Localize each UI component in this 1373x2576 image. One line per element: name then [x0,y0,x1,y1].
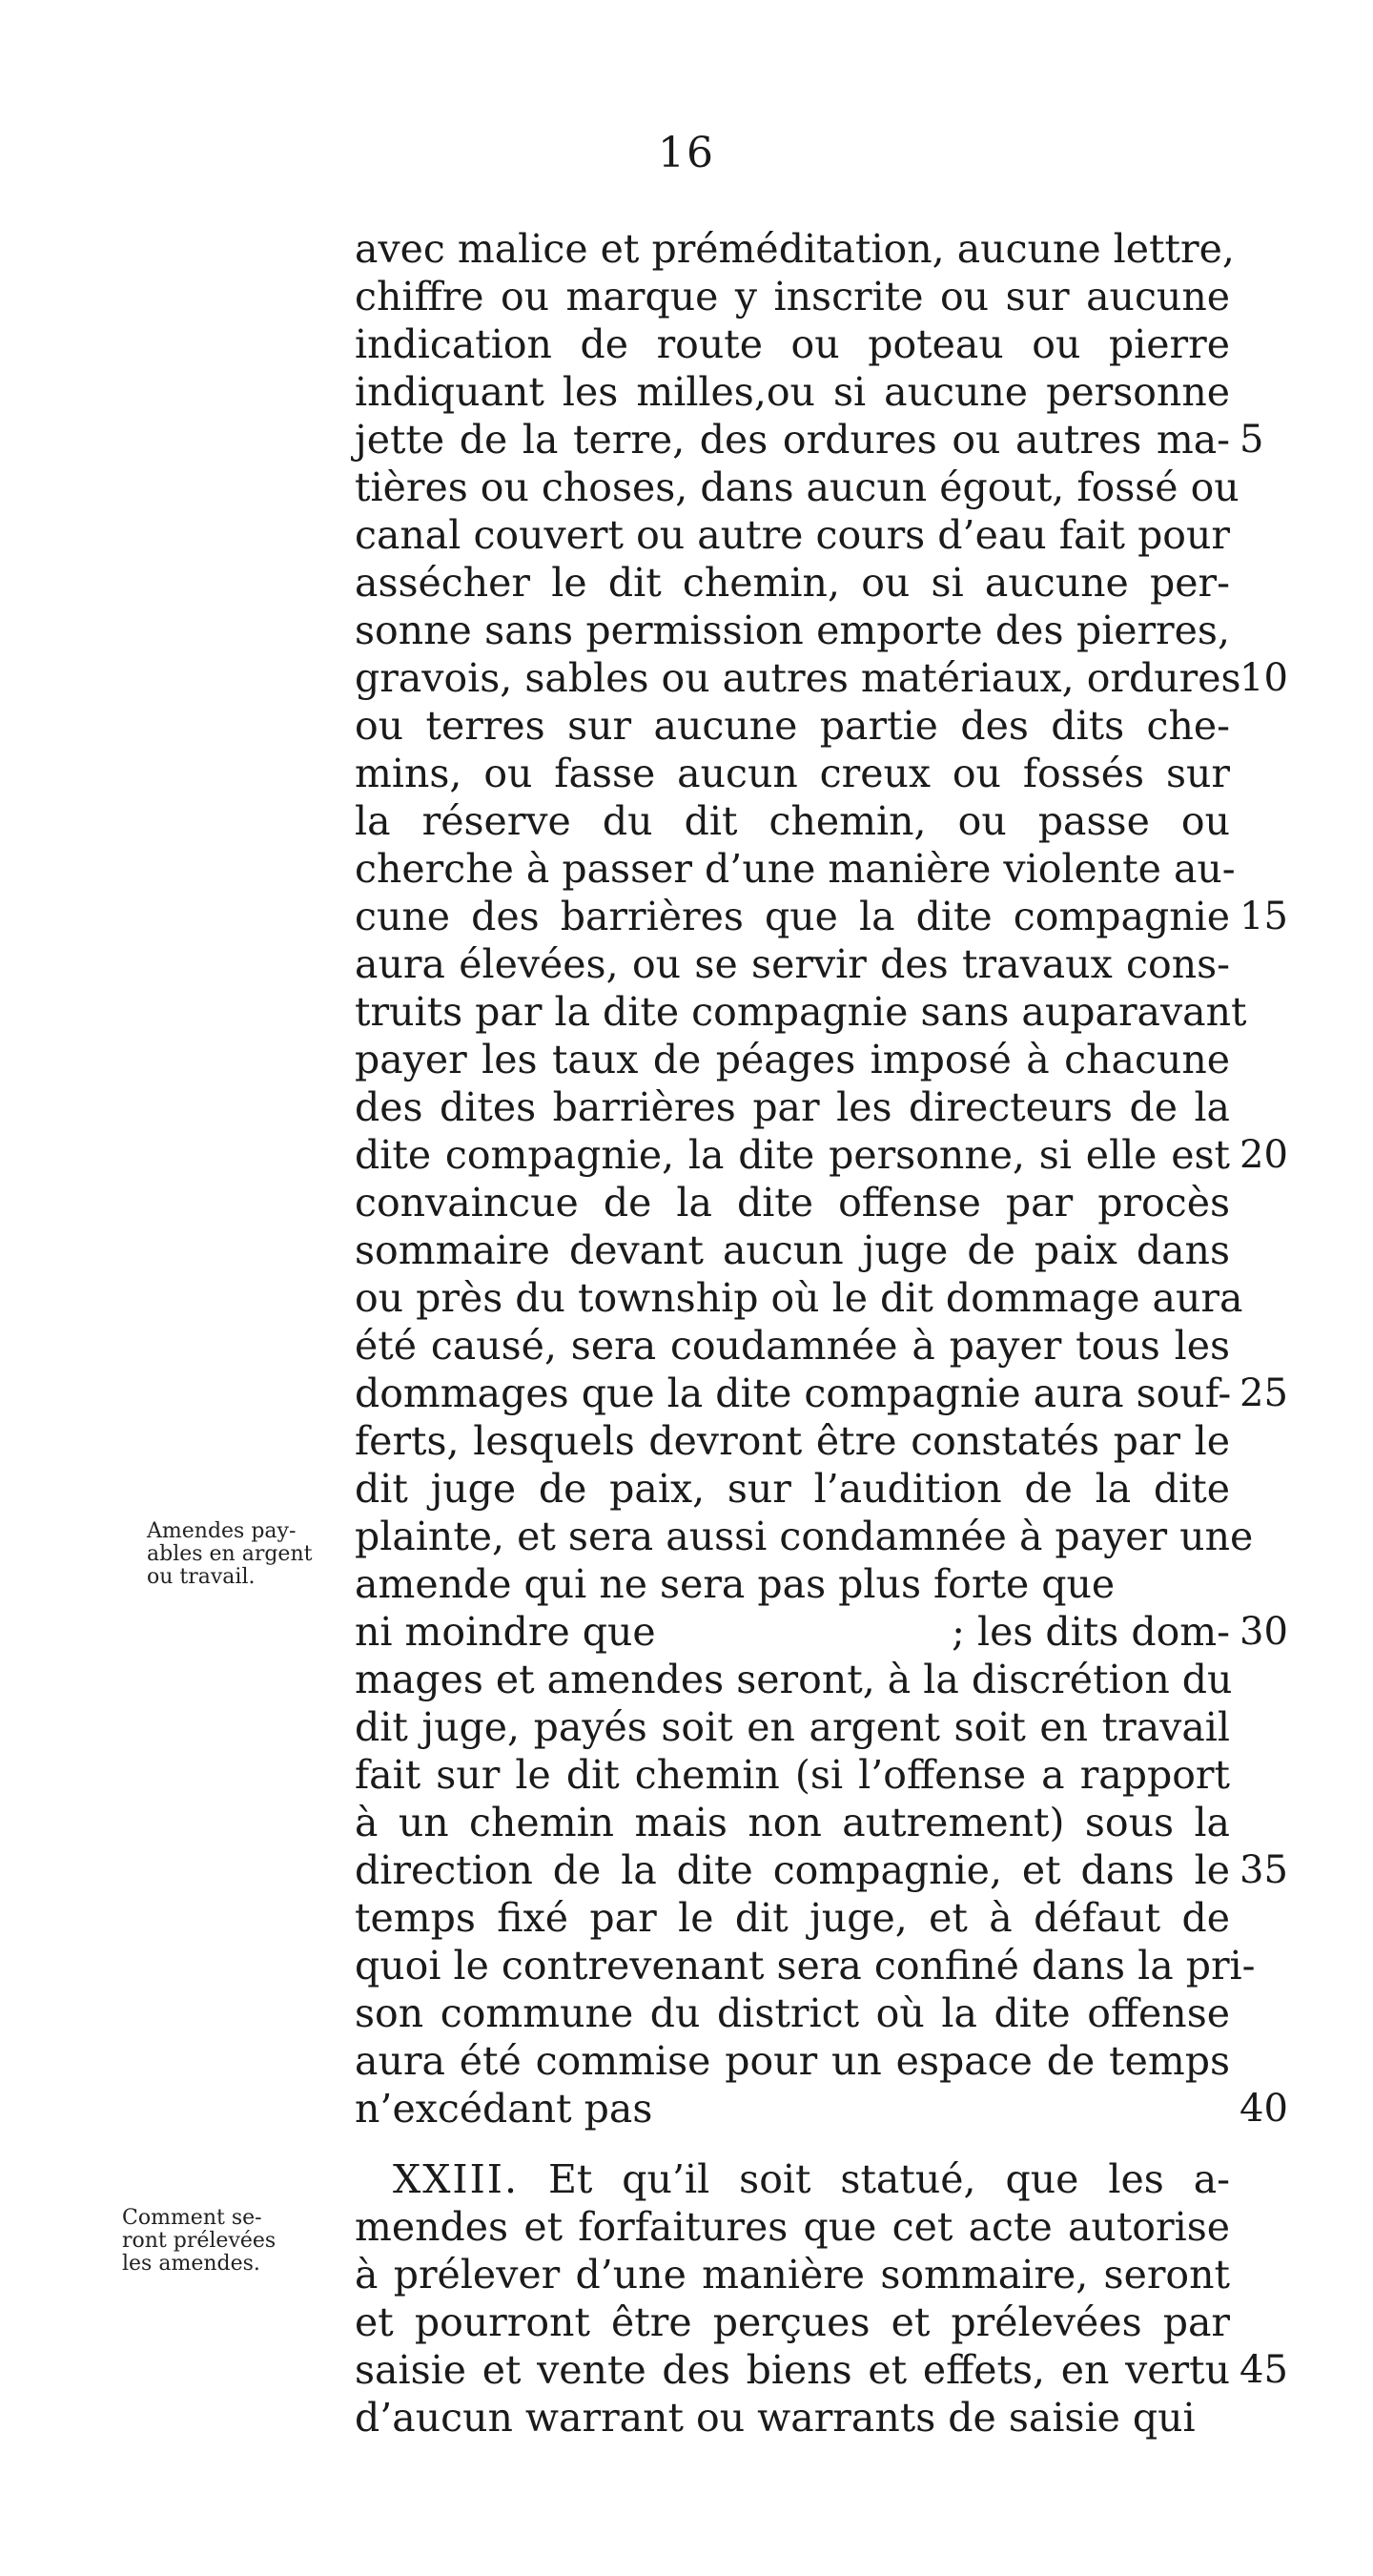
body-line: mins, ou fasse aucun creux ou fossés sur [355,751,1230,796]
body-line: cherche à passer d’une manière violente au- [355,846,1236,892]
line-number: 15 [1240,895,1288,938]
line-number: 30 [1240,1610,1288,1654]
body-line: cune des barrières que la dite compagnie [355,894,1230,939]
body-line: dommages que la dite compagnie aura souf- [355,1370,1232,1416]
body-line: payer les taux de péages imposé à chacune [355,1037,1230,1082]
section-number: XXIII. [393,2156,519,2202]
body-line: convaincue de la dite offense par procès [355,1180,1230,1226]
line-number: 45 [1240,2348,1288,2392]
body-line: sonne sans permission emporte des pierres, [355,608,1230,653]
body-line: mages et amendes seront, à la discrétion du [355,1657,1233,1702]
page-number: 16 [658,129,715,177]
body-line: tières ou choses, dans aucun égout, fossé ou [355,464,1240,510]
body-line: dit juge de paix, sur l’audition de la dite [355,1466,1230,1512]
body-line: aura été commise pour un espace de temps [355,2038,1230,2084]
body-line: dit juge, payés soit en argent soit en travail [355,1704,1230,1750]
margin-note-amendes [147,1520,347,1589]
body-line: son commune du district où la dite offense [355,1990,1230,2036]
margin-note-line: Amendes pay- [147,1519,297,1543]
section-first-line-text: Et qu’il soit statué, que les a- [547,2156,1230,2202]
body-line: d’aucun warrant ou warrants de saisie qui [355,2395,1196,2441]
body-line: à prélever d’une manière sommaire, seront [355,2252,1230,2298]
line-number: 35 [1240,1848,1288,1892]
body-line: plainte, et sera aussi condamnée à payer une [355,1514,1254,1559]
body-line: assécher le dit chemin, ou si aucune per- [355,560,1230,606]
body-line: à un chemin mais non autrement) sous la [355,1800,1230,1845]
margin-note-line: Comment se- [122,2206,262,2230]
line-number: 5 [1240,418,1264,462]
line-number: 40 [1240,2087,1288,2131]
body-line: amende qui ne sera pas plus forte que [355,1561,1116,1607]
body-line: ou près du township où le dit dommage aura [355,1275,1243,1321]
margin-note-line: ables en argent [147,1542,313,1566]
section-first-line [393,2155,1230,2203]
body-line: sommaire devant aucun juge de paix dans [355,1227,1230,1273]
margin-note-line: ou travail. [147,1565,256,1589]
body-line: avec malice et préméditation, aucune lettre, [355,226,1235,272]
body-line: n’excédant pas [355,2086,653,2132]
body-line: quoi le contrevenant sera confiné dans la pri- [355,1943,1256,1989]
margin-note-line: les amendes. [122,2252,260,2276]
body-line: chiffre ou marque y inscrite ou sur aucune [355,274,1230,319]
body-line-tail: ; les dits dom- [952,1609,1230,1655]
line-number: 10 [1240,656,1288,700]
body-line: saisie et vente des biens et effets, en vertu [355,2347,1230,2393]
body-line: canal couvert ou autre cours d’eau fait pour [355,512,1230,558]
body-line: mendes et forfaitures que cet acte autorise [355,2204,1230,2250]
body-line: indication de route ou poteau ou pierre [355,321,1230,367]
body-line: dite compagnie, la dite personne, si elle est [355,1132,1230,1178]
body-line: et pourront être perçues et prélevées par [355,2299,1230,2345]
body-line: ni moindre que [355,1609,656,1655]
line-number: 25 [1240,1371,1288,1415]
margin-note-line: ront prélevées [122,2229,277,2253]
body-line: indiquant les milles,ou si aucune personne [355,369,1230,415]
body-line: truits par la dite compagnie sans auparavant [355,989,1247,1035]
body-line: temps fixé par le dit juge, et à défaut de [355,1895,1230,1941]
body-line: la réserve du dit chemin, ou passe ou [355,798,1230,844]
body-line: des dites barrières par les directeurs de la [355,1084,1230,1130]
body-line: aura élevées, ou se servir des travaux cons- [355,941,1230,987]
body-line: gravois, sables ou autres matériaux, ordures [355,655,1241,701]
line-number: 20 [1240,1133,1288,1177]
body-line: été causé, sera coudamnée à payer tous les [355,1323,1230,1369]
body-line: ou terres sur aucune partie des dits che- [355,703,1230,749]
body-line: ferts, lesquels devront être constatés par le [355,1418,1230,1464]
body-line: jette de la terre, des ordures ou autres ma- [355,417,1230,463]
body-line: direction de la dite compagnie, et dans le [355,1847,1230,1893]
margin-note-comment [122,2207,347,2276]
body-line: fait sur le dit chemin (si l’offense a rapport [355,1752,1230,1798]
